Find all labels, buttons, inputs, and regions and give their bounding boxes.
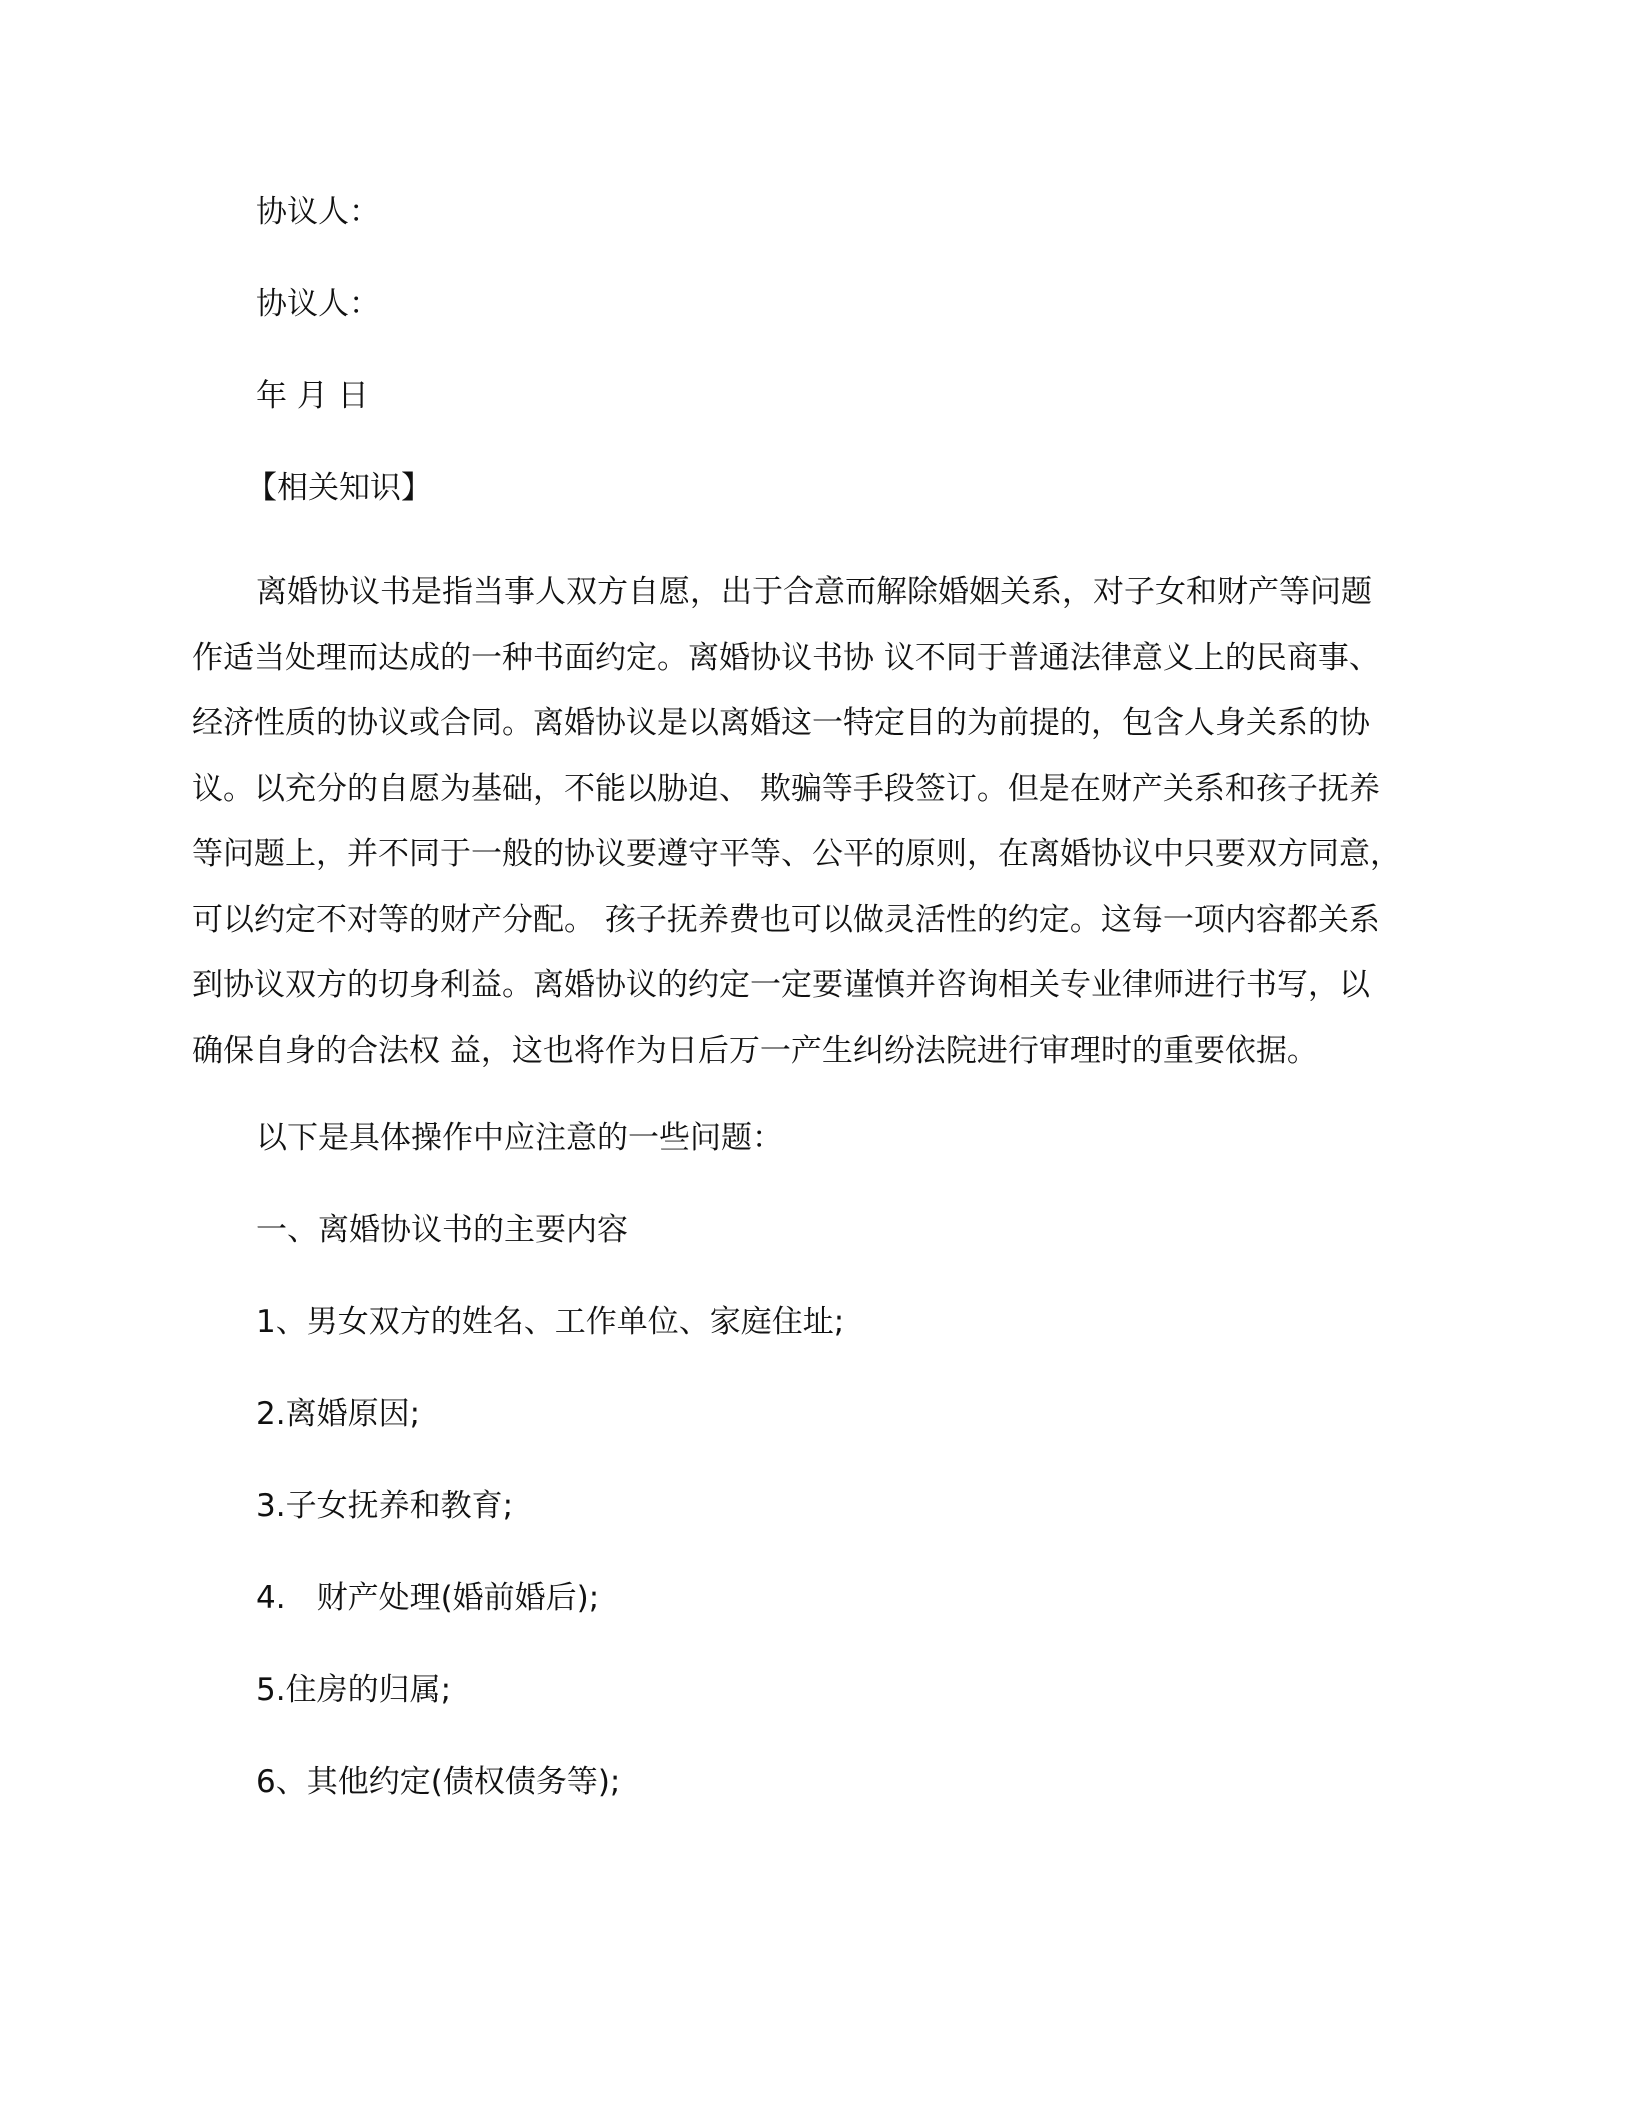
paragraph-row: 等问题上，并不同于一般的协议要遵守平等、公平的原则，在离婚协议中只要双方同意， bbox=[192, 836, 1401, 872]
section-heading: 【相关知识】 bbox=[246, 470, 432, 506]
paragraph-row: 经济性质的协议或合同。离婚协议是以离婚这一特定目的为前提的，包含人身关系的协 bbox=[192, 705, 1370, 741]
list-item: 6、其他约定(债权债务等); bbox=[256, 1764, 621, 1800]
signature-date-line: 年 月 日 bbox=[256, 378, 369, 414]
list-item: 2.离婚原因; bbox=[256, 1396, 421, 1432]
list-item: 3.子女抚养和教育; bbox=[256, 1488, 514, 1524]
subheading-main-contents: 一、离婚协议书的主要内容 bbox=[256, 1212, 628, 1248]
paragraph-row: 离婚协议书是指当事人双方自愿，出于合意而解除婚姻关系，对子女和财产等问题 bbox=[256, 574, 1372, 610]
intro-line: 以下是具体操作中应注意的一些问题： bbox=[256, 1120, 783, 1156]
paragraph-row: 可以约定不对等的财产分配。 孩子抚养费也可以做灵活性的约定。这每一项内容都关系 bbox=[192, 901, 1380, 938]
paragraph-row: 议。以充分的自愿为基础，不能以胁迫、 欺骗等手段签订。但是在财产关系和孩子抚养 bbox=[192, 770, 1380, 807]
paragraph-row: 作适当处理而达成的一种书面约定。离婚协议书协 议不同于普通法律意义上的民商事、 bbox=[192, 639, 1380, 676]
list-item: 4. 财产处理(婚前婚后); bbox=[256, 1580, 600, 1616]
paragraph-row: 到协议双方的切身利益。离婚协议的约定一定要谨慎并咨询相关专业律师进行书写，以 bbox=[192, 967, 1370, 1003]
paragraph-row: 确保自身的合法权 益，这也将作为日后万一产生纠纷法院进行审理时的重要依据。 bbox=[192, 1032, 1318, 1069]
signature-line-party-1: 协议人： bbox=[256, 194, 380, 230]
body-paragraph bbox=[192, 560, 1412, 1084]
signature-line-party-2: 协议人： bbox=[256, 286, 380, 322]
list-item: 1、男女双方的姓名、工作单位、家庭住址; bbox=[256, 1304, 845, 1340]
list-item: 5.住房的归属; bbox=[256, 1672, 452, 1708]
